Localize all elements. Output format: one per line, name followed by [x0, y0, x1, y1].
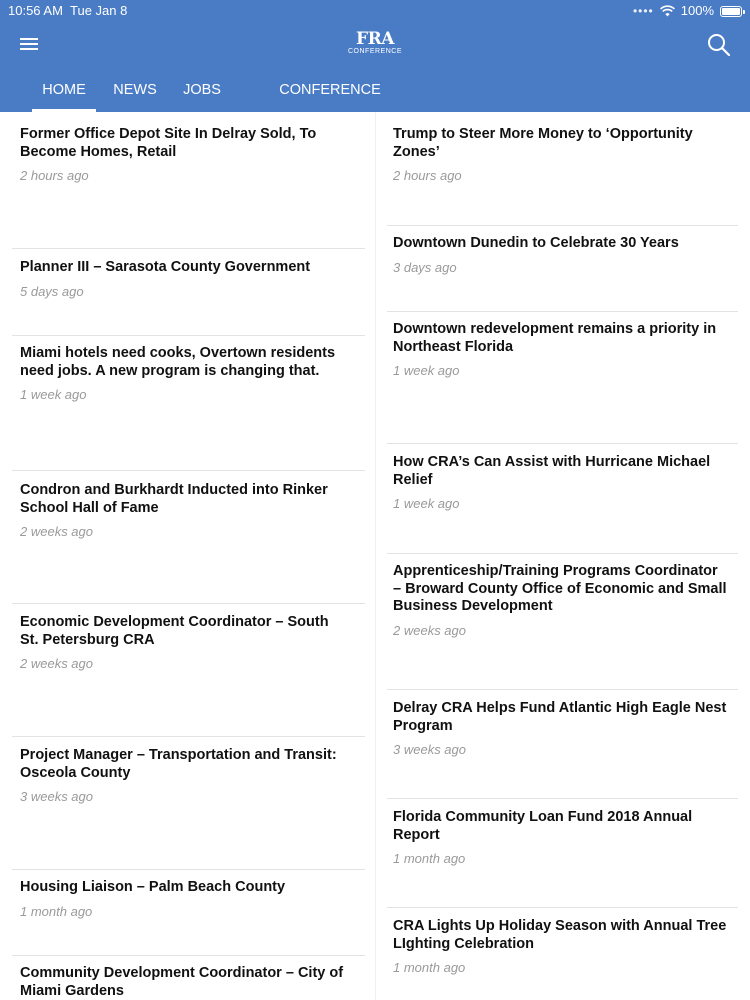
article-title: Community Development Coordinator – City of Miami Gardens: [20, 965, 344, 999]
divider: [12, 470, 365, 471]
article-time: 3 weeks ago: [393, 742, 466, 757]
logo-subtext: CONFERENCE: [347, 48, 402, 55]
divider: [12, 736, 365, 737]
article-time: 5 days ago: [20, 283, 84, 299]
app-header: [0, 0, 750, 134]
tab-conference-updates[interactable]: CONFERENCE UPDATES: [279, 82, 381, 134]
list-item[interactable]: [393, 321, 728, 378]
divider: [387, 225, 738, 226]
tab-news[interactable]: NEWS: [113, 82, 157, 98]
status-date: Tue Jan 8: [70, 3, 128, 18]
article-time: 2 weeks ago: [20, 656, 93, 671]
list-item[interactable]: [20, 126, 350, 183]
signal-icon: ••••: [632, 4, 654, 18]
article-title: Condron and Burkhardt Inducted into Rinker School Hall of Fame: [20, 482, 328, 516]
tab-home[interactable]: HOME: [32, 72, 96, 112]
article-time: 1 week ago: [393, 496, 460, 511]
article-title: How CRA’s Can Assist with Hurricane Michael Relief: [393, 454, 711, 488]
list-item[interactable]: [393, 809, 728, 866]
article-title: CRA Lights Up Holiday Season with Annual Tree LIghting Celebration: [393, 918, 727, 952]
status-time: 10:56 AM: [8, 3, 63, 18]
divider: [387, 443, 738, 444]
article-time: 3 days ago: [393, 259, 457, 275]
article-time: 1 month ago: [20, 903, 93, 919]
list-item[interactable]: [20, 259, 350, 299]
divider: [12, 603, 365, 604]
article-time: 3 weeks ago: [20, 789, 93, 804]
list-item[interactable]: [393, 126, 728, 183]
search-button[interactable]: [706, 32, 732, 58]
article-time: 1 month ago: [393, 851, 466, 866]
article-title: Apprenticeship/Training Programs Coordinator – Broward County Office of Economic and Small Business Development: [393, 563, 727, 614]
tab-bar: [0, 72, 750, 134]
battery-percent: 100%: [680, 3, 714, 18]
article-time: 2 hours ago: [20, 168, 89, 183]
article-title: Downtown Dunedin to Celebrate 30 Years: [393, 235, 679, 251]
article-time: 2 hours ago: [393, 168, 462, 183]
divider: [387, 907, 738, 908]
divider: [12, 869, 365, 870]
list-item[interactable]: [393, 235, 728, 275]
divider: [387, 553, 738, 554]
list-item[interactable]: [20, 482, 350, 539]
article-title: Project Manager – Transportation and Transit: Osceola County: [20, 747, 337, 781]
list-item[interactable]: [20, 747, 350, 804]
article-title: Downtown redevelopment remains a priority in Northeast Florida: [393, 321, 717, 355]
column-divider: [375, 112, 376, 1000]
battery-icon: [720, 6, 742, 17]
status-bar: [0, 0, 750, 22]
divider: [12, 335, 365, 336]
status-indicators: [633, 0, 742, 22]
article-title: Florida Community Loan Fund 2018 Annual Report: [393, 809, 693, 843]
list-item[interactable]: [20, 879, 350, 919]
article-time: 1 week ago: [20, 387, 87, 402]
logo: [345, 30, 405, 60]
list-item[interactable]: [393, 563, 728, 638]
divider: [12, 955, 365, 956]
article-title: Economic Development Coordinator – South St. Petersburg CRA: [20, 614, 329, 648]
list-item[interactable]: [393, 454, 728, 511]
list-item[interactable]: [20, 345, 350, 402]
article-time: 2 weeks ago: [393, 622, 466, 638]
divider: [387, 311, 738, 312]
search-icon: [706, 32, 732, 58]
divider: [387, 798, 738, 799]
article-title: Miami hotels need cooks, Overtown residents need jobs. A new program is changing that.: [20, 345, 336, 379]
hamburger-icon: [20, 38, 38, 40]
logo-text: FRA: [356, 29, 394, 49]
article-title: Planner III – Sarasota County Government: [20, 259, 311, 275]
article-title: Trump to Steer More Money to ‘Opportunity Zones’: [393, 126, 693, 160]
list-item[interactable]: [393, 918, 728, 975]
list-item[interactable]: [20, 614, 350, 671]
menu-button[interactable]: [20, 35, 42, 53]
article-time: 1 week ago: [393, 363, 460, 378]
divider: [387, 689, 738, 690]
list-item[interactable]: [20, 965, 350, 1000]
article-title: Delray CRA Helps Fund Atlantic High Eagle Nest Program: [393, 700, 727, 734]
list-item[interactable]: [393, 700, 728, 757]
article-time: 1 month ago: [393, 960, 466, 975]
article-title: Housing Liaison – Palm Beach County: [20, 879, 286, 895]
divider: [12, 248, 365, 249]
article-time: 2 weeks ago: [20, 524, 93, 539]
tab-jobs[interactable]: JOBS: [183, 82, 221, 98]
article-title: Former Office Depot Site In Delray Sold, To Become Homes, Retail: [20, 126, 317, 160]
wifi-icon: [660, 5, 675, 17]
